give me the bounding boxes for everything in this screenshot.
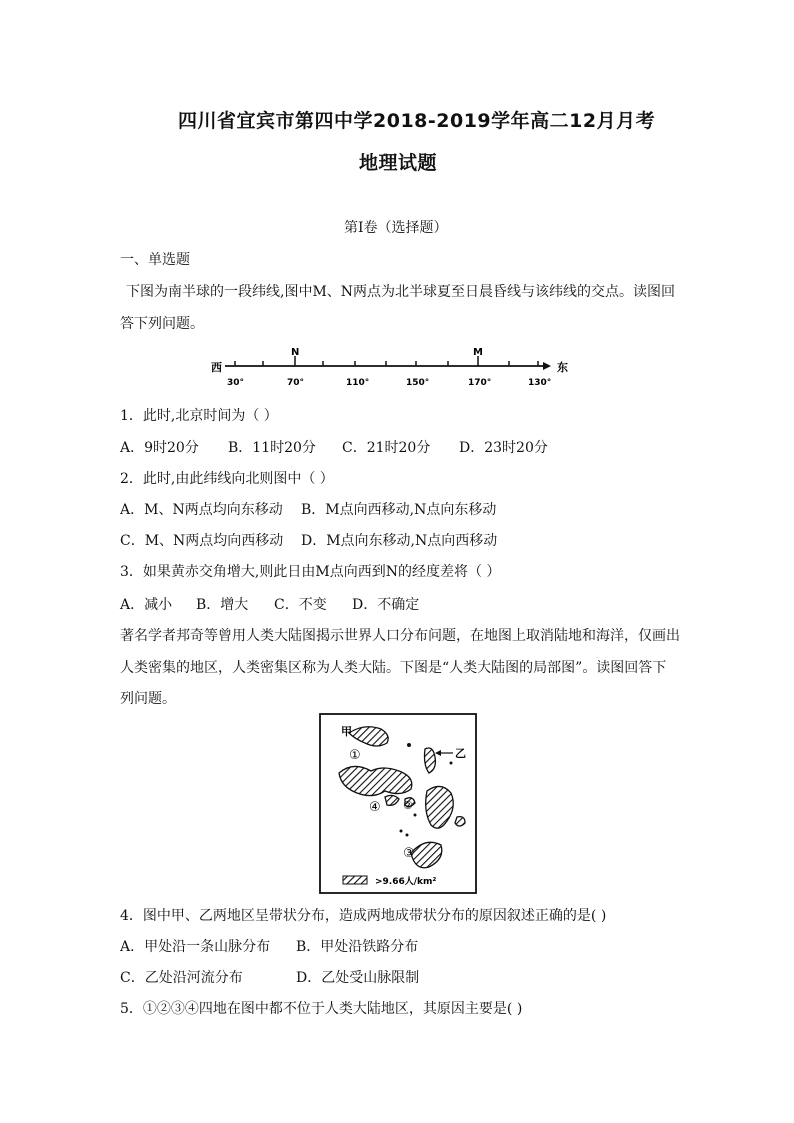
q2-option-a: A．M、N两点均向东移动 — [120, 502, 283, 518]
q1-option-b: B．11时20分 — [228, 440, 316, 456]
q1-option-d: D．23时20分 — [459, 440, 548, 456]
q4-option-a: A．甲处沿一条山脉分布 — [120, 939, 271, 955]
intro2-line3: 列问题。 — [120, 691, 176, 707]
q4-option-b: B．甲处沿铁路分布 — [296, 939, 419, 955]
part-heading: 一、单选题 — [120, 252, 190, 268]
intro2-line1: 著名学者邦奇等曾用人类大陆图揭示世界人口分布问题，在地图上取消陆地和海洋，仅画出 — [120, 628, 680, 644]
legend-label: >9.66人/km² — [375, 877, 437, 887]
q4-option-c: C．乙处沿河流分布 — [120, 970, 243, 986]
q3-option-d: D．不确定 — [352, 597, 420, 613]
q1-option-a: A．9时20分 — [120, 440, 199, 456]
tick-label: 170° — [468, 378, 492, 388]
label-circle-1: ① — [349, 748, 361, 763]
point-m-label: M — [473, 347, 483, 358]
arrow-east-icon — [543, 362, 551, 370]
tick-label: 150° — [406, 378, 430, 388]
q3-option-a: A．减小 — [120, 597, 173, 613]
intro1-line1: 下图为南半球的一段纬线,图中M、N两点为北半球夏至日晨昏线与该纬线的交点。读图回 — [126, 284, 676, 300]
latitude-line-figure — [205, 344, 575, 392]
q5-stem: 5．①②③④四地在图中都不位于人类大陆地区，其原因主要是( ) — [120, 1001, 523, 1017]
q4-option-d: D．乙处受山脉限制 — [296, 970, 420, 986]
q3-option-c: C．不变 — [274, 597, 327, 613]
label-circle-2: ② — [403, 799, 413, 812]
east-label: 东 — [557, 361, 568, 374]
q3-stem: 3．如果黄赤交角增大,则此日由M点向西到N的经度差将（ ） — [120, 564, 501, 580]
tick-label: 130° — [528, 378, 552, 388]
q2-option-c: C．M、N两点均向西移动 — [120, 533, 284, 549]
q2-option-d: D．M点向东移动,N点向西移动 — [301, 533, 498, 549]
population-map-figure — [319, 713, 477, 894]
q1-option-c: C．21时20分 — [342, 440, 431, 456]
tick-label: 30° — [227, 378, 245, 388]
label-circle-4: ④ — [369, 800, 381, 815]
label-yi: 乙 — [455, 747, 466, 760]
legend-swatch — [343, 876, 367, 884]
intro2-line2: 人类密集的地区，人类密集区称为人类大陆。下图是“人类大陆图的局部图”。读图回答下 — [120, 660, 667, 676]
section-heading: 第Ⅰ卷（选择题） — [344, 220, 448, 236]
region-island — [455, 817, 465, 826]
label-circle-3: ③ — [403, 846, 415, 861]
q3-option-b: B．增大 — [196, 597, 249, 613]
q2-option-b: B．M点向西移动,N点向东移动 — [301, 502, 497, 518]
intro1-line2: 答下列问题。 — [120, 316, 204, 332]
q4-stem: 4．图中甲、乙两地区呈带状分布，造成两地成带状分布的原因叙述正确的是( ) — [120, 908, 607, 924]
point-n-label: N — [291, 347, 300, 358]
tick-label: 70° — [287, 378, 305, 388]
page-subtitle: 地理试题 — [359, 152, 438, 174]
label-jia: 甲 — [341, 725, 352, 738]
q2-stem: 2．此时,由此纬线向北则图中（ ） — [120, 471, 334, 487]
tick-label: 110° — [346, 378, 370, 388]
region-yi — [425, 748, 436, 773]
q1-stem: 1．此时,北京时间为（ ） — [120, 408, 278, 424]
page-title: 四川省宜宾市第四中学2018-2019学年高二12月月考 — [178, 110, 656, 132]
west-label: 西 — [211, 361, 222, 374]
